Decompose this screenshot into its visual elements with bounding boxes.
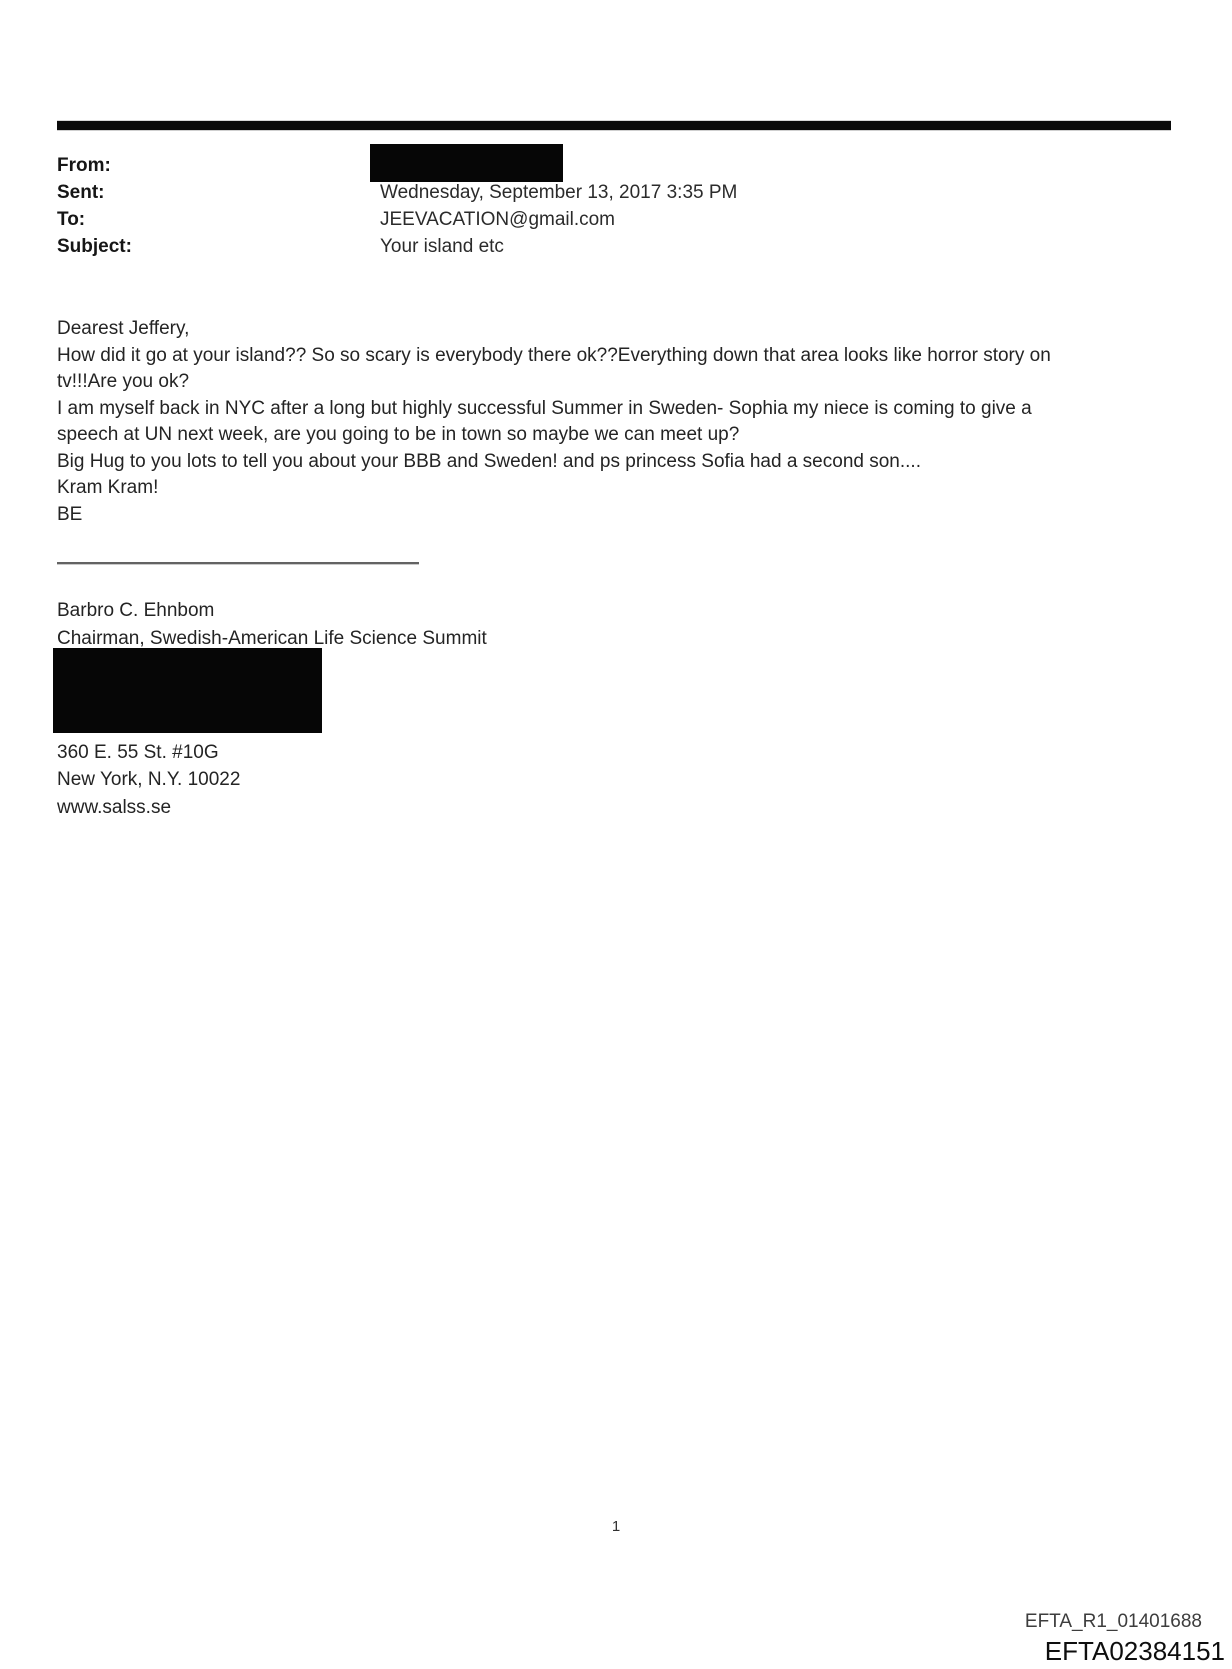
redaction-box-from bbox=[370, 144, 563, 182]
body-line: I am myself back in NYC after a long but highly successful Summer in Sweden- Sophia my niece is coming to give a bbox=[57, 397, 1032, 419]
body-line: speech at UN next week, are you going to be in town so maybe we can meet up? bbox=[57, 424, 740, 445]
signature-divider-line bbox=[57, 562, 419, 564]
bates-stamp-secondary: EFTA_R1_01401688 bbox=[1024, 1611, 1202, 1632]
signature-website: www.salss.se bbox=[57, 796, 172, 818]
header-row-subject bbox=[57, 233, 1057, 260]
from-label: From: bbox=[57, 155, 111, 176]
address-street: 360 E. 55 St. #10G bbox=[57, 742, 219, 763]
body-line: Kram Kram! bbox=[57, 477, 159, 498]
signature-address bbox=[57, 739, 240, 821]
header-row-sent bbox=[57, 179, 1057, 206]
signature-block bbox=[57, 597, 487, 652]
page-number: 1 bbox=[611, 1518, 621, 1535]
body-line: tv!!!Are you ok? bbox=[57, 371, 190, 392]
body-line: How did it go at your island?? So so scary is everybody there ok??Everything down that area looks like horror story on bbox=[57, 344, 1051, 366]
body-line: BE bbox=[57, 503, 83, 525]
signature-name: Barbro C. Ehnbom bbox=[57, 600, 215, 621]
sent-label: Sent: bbox=[57, 182, 105, 203]
sent-value: Wednesday, September 13, 2017 3:35 PM bbox=[380, 182, 738, 203]
address-city: New York, N.Y. 10022 bbox=[57, 769, 241, 791]
redaction-box-contact bbox=[53, 648, 322, 733]
to-value: JEEVACATION@gmail.com bbox=[380, 209, 616, 230]
to-label: To: bbox=[57, 209, 86, 230]
signature-title: Chairman, Swedish-American Life Science Summit bbox=[57, 627, 487, 649]
bates-stamp-primary: EFTA02384151 bbox=[1044, 1636, 1225, 1666]
header-rule-bar bbox=[57, 121, 1171, 130]
subject-value: Your island etc bbox=[380, 236, 504, 257]
body-line: Big Hug to you lots to tell you about your BBB and Sweden! and ps princess Sofia had a second son.... bbox=[57, 450, 921, 472]
email-body bbox=[57, 316, 1217, 528]
header-row-to bbox=[57, 206, 1057, 233]
subject-label: Subject: bbox=[57, 236, 132, 257]
body-line: Dearest Jeffery, bbox=[57, 318, 190, 339]
